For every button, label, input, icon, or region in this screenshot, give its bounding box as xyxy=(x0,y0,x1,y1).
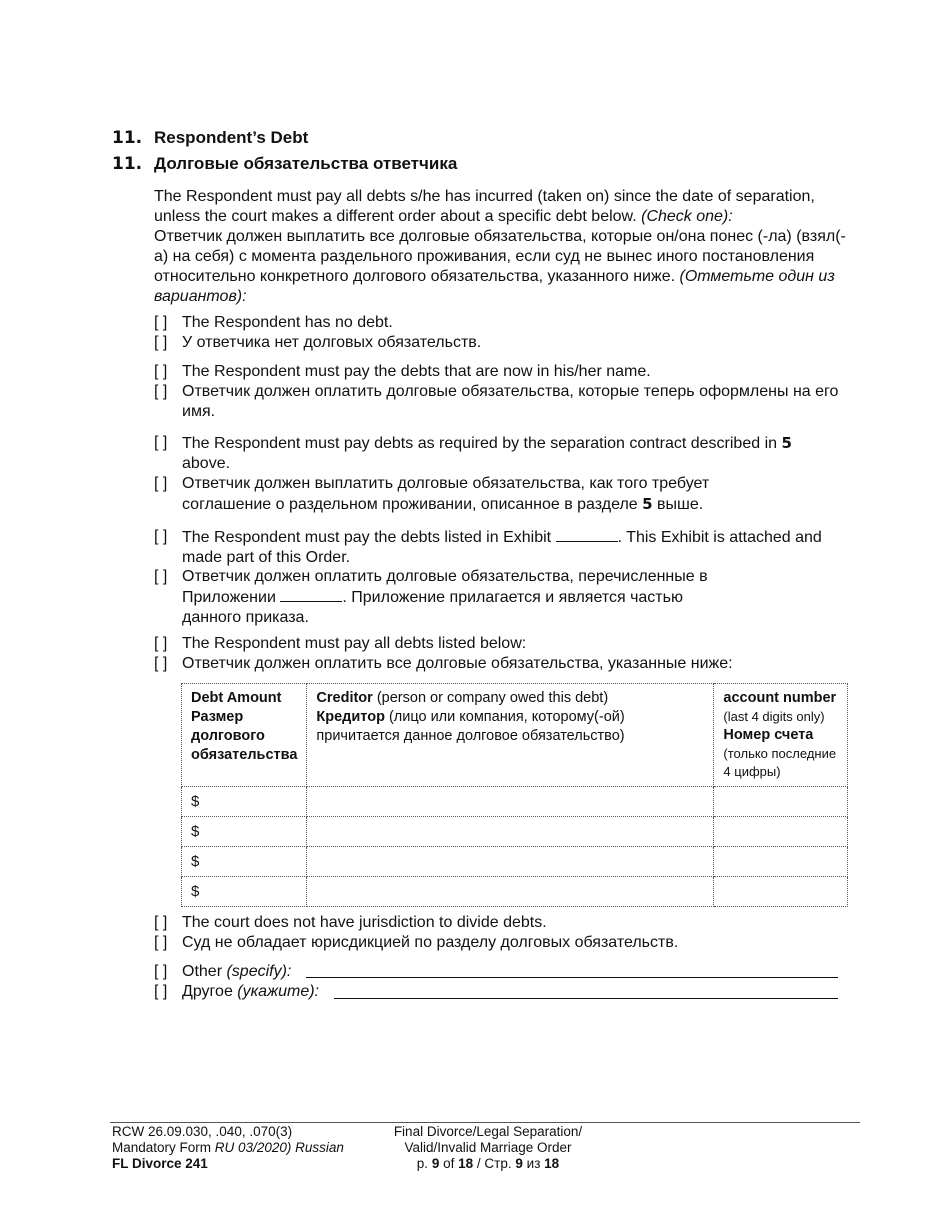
intro-ru-check: (Отметьте один из вариантов): xyxy=(154,268,835,305)
checkbox[interactable]: [ ] xyxy=(154,655,168,672)
page-of-ru: из xyxy=(526,1156,541,1171)
exhibit-en-tail: . This Exhibit is attached and made part of this Order. xyxy=(182,529,822,566)
amount-cell[interactable]: $ xyxy=(182,787,307,817)
section-reference: 5 xyxy=(642,495,653,513)
account-cell[interactable] xyxy=(714,787,848,817)
contract-en-text: The Respondent must pay debts as required by the separation contract described in xyxy=(182,435,778,452)
intro-ru-text: Ответчик должен выплатить все долговые обязательства, которые он/она понес (-ла) (взял(-а) на себя) с момента раздельного проживания, если суд не вынес иного постановления относительно конкретного долгового обязательства, указанного ниже. xyxy=(154,228,846,285)
other-ru-text: Другое xyxy=(182,983,233,1000)
exhibit-blank-field-ru[interactable] xyxy=(280,587,342,602)
option-listed-en[interactable] xyxy=(154,634,844,654)
option-exhibit-en[interactable] xyxy=(154,527,844,568)
exhibit-ru-text: Ответчик должен оплатить долговые обязательства, перечисленные в Приложении xyxy=(182,568,708,606)
option-own-name-en[interactable] xyxy=(154,362,844,382)
option-label: The court does not have jurisdiction to divide debts. xyxy=(182,914,547,931)
table-header-row xyxy=(182,684,848,787)
checkbox[interactable]: [ ] xyxy=(154,334,168,351)
other-en-spec: (specify): xyxy=(226,963,292,980)
creditor-cell[interactable] xyxy=(307,817,714,847)
option-label: Суд не обладает юрисдикцией по разделу долговых обязательств. xyxy=(182,934,679,951)
amount-cell[interactable]: $ xyxy=(182,877,307,907)
debts-table xyxy=(181,683,848,907)
option-label: The Respondent must pay all debts listed below: xyxy=(182,635,527,652)
checkbox[interactable]: [ ] xyxy=(154,434,168,451)
option-label: The Respondent has no debt. xyxy=(182,314,393,331)
col1-ru: Размер долгового обязательства xyxy=(191,709,298,763)
page-p: p. xyxy=(416,1156,429,1171)
other-specify-field-ru[interactable] xyxy=(334,983,838,999)
footer-center xyxy=(370,1124,606,1172)
table-row xyxy=(182,787,848,817)
section-reference: 5 xyxy=(781,434,792,452)
intro-en xyxy=(154,187,854,227)
table-row xyxy=(182,877,848,907)
creditor-cell[interactable] xyxy=(307,787,714,817)
col2-en-bold: Creditor xyxy=(316,690,373,706)
creditor-cell[interactable] xyxy=(307,847,714,877)
intro-en-check: (Check one): xyxy=(641,208,733,225)
option-no-debt-en[interactable] xyxy=(154,313,844,333)
footer-mandatory-text: Mandatory Form xyxy=(112,1140,212,1155)
option-jurisdiction-ru[interactable] xyxy=(154,933,844,953)
option-contract-en[interactable] xyxy=(154,433,844,474)
checkbox[interactable]: [ ] xyxy=(154,314,168,331)
other-specify-field[interactable] xyxy=(306,962,838,978)
table-row xyxy=(182,847,848,877)
footer-title-1: Final Divorce/Legal Separation/ xyxy=(393,1124,583,1139)
page-num: 9 xyxy=(431,1156,440,1171)
section-heading-en xyxy=(112,128,308,148)
table-row xyxy=(182,817,848,847)
option-exhibit-ru[interactable] xyxy=(154,567,844,628)
intro-paragraph xyxy=(154,187,854,307)
checkbox[interactable]: [ ] xyxy=(154,568,168,585)
col3-ru-bold: Номер счета xyxy=(723,727,814,743)
page-sep: / Стр. xyxy=(476,1156,512,1171)
option-own-name-ru[interactable] xyxy=(154,382,844,422)
footer-rcw: RCW 26.09.030, .040, .070(3) xyxy=(112,1124,293,1139)
other-ru-spec: (укажите): xyxy=(237,983,319,1000)
option-label: Ответчик должен оплатить все долговые обязательства, указанные ниже: xyxy=(182,655,733,672)
option-no-debt-ru[interactable] xyxy=(154,333,844,353)
option-jurisdiction-en[interactable] xyxy=(154,913,844,933)
col2-en xyxy=(316,689,704,708)
col3-ru-text: (только последние 4 цифры) xyxy=(723,746,837,779)
option-label xyxy=(182,527,844,568)
other-en-text: Other xyxy=(182,963,223,980)
creditor-cell[interactable] xyxy=(307,877,714,907)
col2-ru-bold: Кредитор xyxy=(316,709,385,725)
intro-en-text: The Respondent must pay all debts s/he has incurred (taken on) since the date of separation, unless the court makes a different order about a specific debt below. xyxy=(154,188,815,225)
section-title-en: Respondent’s Debt xyxy=(154,128,309,147)
page-num-ru: 9 xyxy=(515,1156,523,1171)
exhibit-ru-tail: . Приложение прилагается и является частью данного приказа. xyxy=(182,589,683,626)
checkbox[interactable]: [ ] xyxy=(154,363,168,380)
col1-en: Debt Amount xyxy=(191,690,282,706)
checkbox[interactable]: [ ] xyxy=(154,914,168,931)
section-number-ru: 11. xyxy=(112,154,143,174)
option-label xyxy=(182,433,844,474)
checkbox[interactable]: [ ] xyxy=(154,983,168,1000)
option-label: The Respondent must pay the debts that are now in his/her name. xyxy=(182,363,651,380)
intro-ru xyxy=(154,227,854,307)
checkbox[interactable]: [ ] xyxy=(154,475,168,492)
column-header-creditor xyxy=(307,684,714,787)
option-label xyxy=(182,474,762,515)
contract-ru-tail: выше. xyxy=(657,496,704,513)
page-total-ru: 18 xyxy=(544,1156,560,1171)
exhibit-en-text: The Respondent must pay the debts listed in Exhibit xyxy=(182,529,552,546)
account-cell[interactable] xyxy=(714,817,848,847)
page-of: of xyxy=(443,1156,455,1171)
option-label: Ответчик должен оплатить долговые обязательства, которые теперь оформлены на его имя. xyxy=(182,383,839,420)
col2-ru xyxy=(316,708,704,746)
col3-en-bold: account number xyxy=(723,690,837,706)
checkbox[interactable]: [ ] xyxy=(154,934,168,951)
column-header-account xyxy=(714,684,848,787)
section-title-ru: Долговые обязательства ответчика xyxy=(154,154,458,173)
account-cell[interactable] xyxy=(714,847,848,877)
footer-page-number xyxy=(370,1156,606,1172)
footer-title-2: Valid/Invalid Marriage Order xyxy=(404,1140,572,1155)
footer-divider xyxy=(110,1122,860,1123)
column-header-amount xyxy=(182,684,307,787)
option-contract-ru[interactable] xyxy=(154,474,844,515)
contract-en-tail: above. xyxy=(182,455,231,472)
contract-ru-text: Ответчик должен выплатить долговые обязательства, как того требует соглашение о раздельном проживании, описанное в разделе xyxy=(182,475,710,513)
option-listed-ru[interactable] xyxy=(154,654,844,674)
amount-cell[interactable]: $ xyxy=(182,847,307,877)
checkbox[interactable]: [ ] xyxy=(154,635,168,652)
account-cell[interactable] xyxy=(714,877,848,907)
col3-en-text: (last 4 digits only) xyxy=(723,709,825,724)
exhibit-blank-field[interactable] xyxy=(556,527,618,542)
section-number: 11. xyxy=(112,128,143,148)
checkbox[interactable]: [ ] xyxy=(154,383,168,400)
page-total: 18 xyxy=(458,1156,474,1171)
col2-ru-text: (лицо или компания, которому(-ой) причитается данное долговое обязательство) xyxy=(316,709,625,744)
footer-left xyxy=(112,1124,344,1172)
checkbox[interactable]: [ ] xyxy=(154,528,168,545)
option-label xyxy=(182,567,742,628)
col2-en-text: (person or company owed this debt) xyxy=(376,690,609,706)
section-heading-ru xyxy=(112,154,457,174)
option-label: У ответчика нет долговых обязательств. xyxy=(182,334,482,351)
footer-mandatory xyxy=(112,1140,344,1156)
checkbox[interactable]: [ ] xyxy=(154,963,168,980)
footer-form-code: RU 03/2020) Russian xyxy=(214,1140,344,1155)
footer-form-name: FL Divorce 241 xyxy=(112,1156,208,1171)
amount-cell[interactable]: $ xyxy=(182,817,307,847)
